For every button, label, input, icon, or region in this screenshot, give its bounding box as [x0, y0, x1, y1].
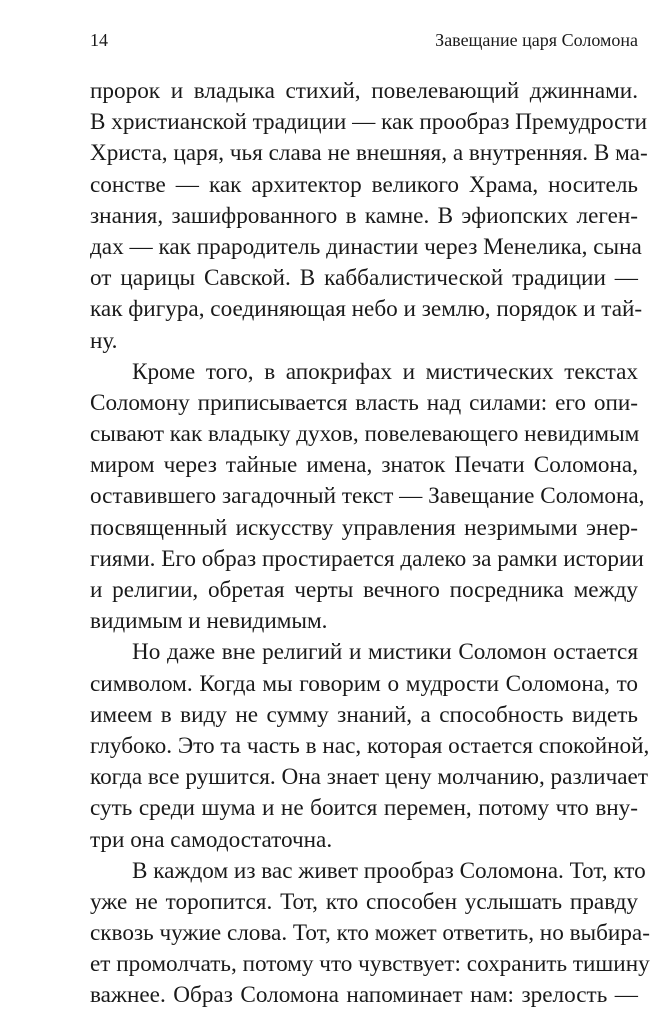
text-line: три она самодостаточна.: [90, 826, 333, 853]
text-line: дах — как прародитель династии через Менелика, сына: [90, 233, 642, 260]
text-line: знания, зашифрованного в камне. В эфиопских леген-: [90, 202, 638, 229]
paragraph-4: [90, 856, 650, 1012]
text-line: оставившего загадочный текст — Завещание Соломона,: [90, 483, 645, 510]
paragraph-2: [90, 357, 645, 638]
text-line: символом. Когда мы говорим о мудрости Соломона, то: [90, 670, 638, 697]
body-text: [90, 76, 650, 1012]
text-line: миром через тайные имена, знаток Печати Соломона,: [90, 452, 638, 479]
text-line: пророк и владыка стихий, повелевающий джиннами.: [90, 78, 638, 104]
text-line: имеем в виду не сумму знаний, а способность видеть: [90, 701, 638, 728]
text-line: В каждом из вас живет прообраз Соломона. Тот, кто: [132, 857, 646, 884]
text-line: когда все рушится. Она знает цену молчанию, различает: [90, 764, 648, 791]
paragraph-3: [90, 637, 650, 855]
text-line: гиями. Его образ простирается далеко за рамки истории: [90, 545, 644, 572]
text-line: глубоко. Это та часть в нас, которая остается спокойной,: [90, 732, 650, 759]
text-line: Христа, царя, чья слава не внешняя, а внутренняя. В ма-: [90, 140, 648, 167]
page-header: [90, 30, 638, 58]
text-line: и религии, обретая черты вечного посредника между: [90, 577, 638, 603]
text-line: В христианской традиции — как прообраз Премудрости: [90, 109, 648, 136]
text-line: сонстве — как архитектор великого Храма, носитель: [90, 171, 638, 198]
paragraph-1: [90, 76, 648, 357]
text-line: ет промолчать, потому что чувствует: сохранить тишину: [90, 951, 650, 978]
text-line: Соломону приписывается власть над силами: его опи-: [90, 389, 638, 416]
text-line: видимым и невидимым.: [90, 608, 328, 635]
text-line: суть среди шума и не боится перемен, потому что вну-: [90, 795, 638, 822]
text-line: как фигура, соединяющая небо и землю, порядок и тай-: [90, 296, 643, 323]
text-line: от царицы Савской. В каббалистической традиции —: [90, 265, 638, 292]
text-line: важнее. Образ Соломона напоминает нам: зрелость —: [90, 982, 638, 1009]
text-line: сывают как владыку духов, повелевающего невидимым: [90, 421, 640, 448]
text-line: посвященный искусству управления незримыми энер-: [90, 514, 638, 541]
text-line: Но даже вне религий и мистики Соломон остается: [132, 639, 638, 666]
page-number: 14: [90, 30, 108, 50]
text-line: ну.: [90, 327, 118, 354]
running-title: Завещание царя Соломона: [435, 30, 638, 50]
text-line: уже не торопится. Тот, кто способен услышать правду: [90, 888, 638, 915]
text-line: Кроме того, в апокрифах и мистических текстах: [132, 358, 638, 385]
text-line: сквозь чужие слова. Тот, кто может ответить, но выбира-: [90, 920, 650, 947]
